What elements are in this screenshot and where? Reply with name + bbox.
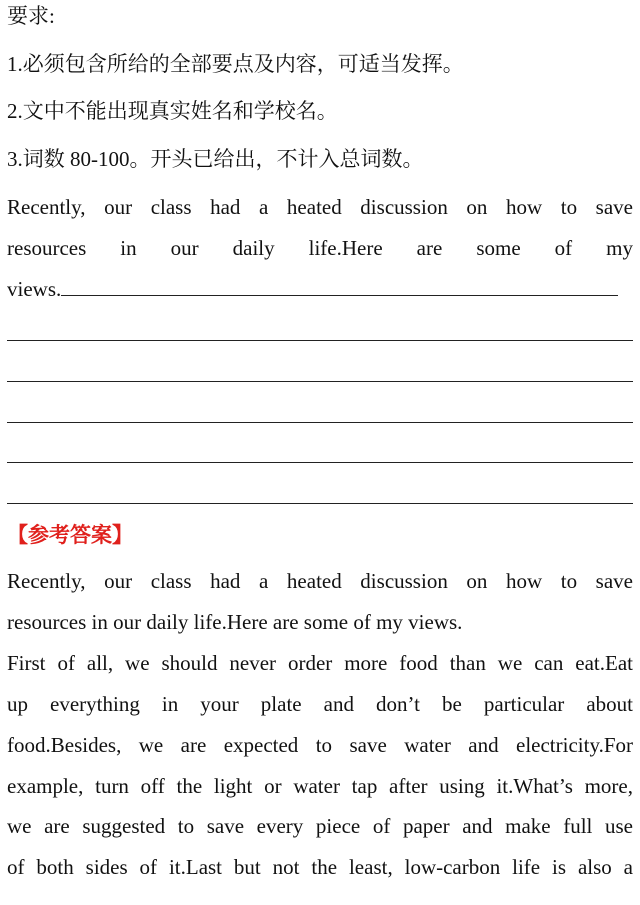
requirement-item-2: 2.文中不能出现真实姓名和学校名。 — [7, 99, 338, 123]
prompt-line-3 — [7, 275, 633, 303]
answer-line-8: of both sides of it.Last but not the least, low-carbon life is also a — [7, 855, 633, 879]
writing-line-1 — [7, 340, 633, 341]
answer-line-6: example, turn off the light or water tap after using it.What’s more, — [7, 774, 633, 798]
requirements-heading: 要求: — [7, 4, 55, 28]
writing-blank-inline — [61, 275, 618, 296]
requirement-item-1: 1.必须包含所给的全部要点及内容，可适当发挥。 — [7, 52, 464, 76]
answer-heading: 【参考答案】 — [7, 523, 133, 547]
answer-line-7: we are suggested to save every piece of paper and make full use — [7, 814, 633, 838]
writing-line-5 — [7, 503, 633, 504]
prompt-line-1: Recently, our class had a heated discussion on how to save — [7, 195, 633, 219]
answer-line-4: up everything in your plate and don’t be particular about — [7, 692, 633, 716]
answer-line-3: First of all, we should never order more food than we can eat.Eat — [7, 651, 633, 675]
prompt-line-3-text: views. — [7, 277, 62, 301]
requirement-item-3: 3.词数 80-100。开头已给出，不计入总词数。 — [7, 147, 424, 171]
answer-line-1: Recently, our class had a heated discussion on how to save — [7, 569, 633, 593]
writing-line-2 — [7, 381, 633, 382]
answer-line-2: resources in our daily life.Here are some of my views. — [7, 610, 463, 634]
answer-line-5: food.Besides, we are expected to save water and electricity.For — [7, 733, 633, 757]
writing-line-3 — [7, 422, 633, 423]
prompt-line-2: resources in our daily life.Here are some of my — [7, 236, 633, 260]
writing-line-4 — [7, 462, 633, 463]
